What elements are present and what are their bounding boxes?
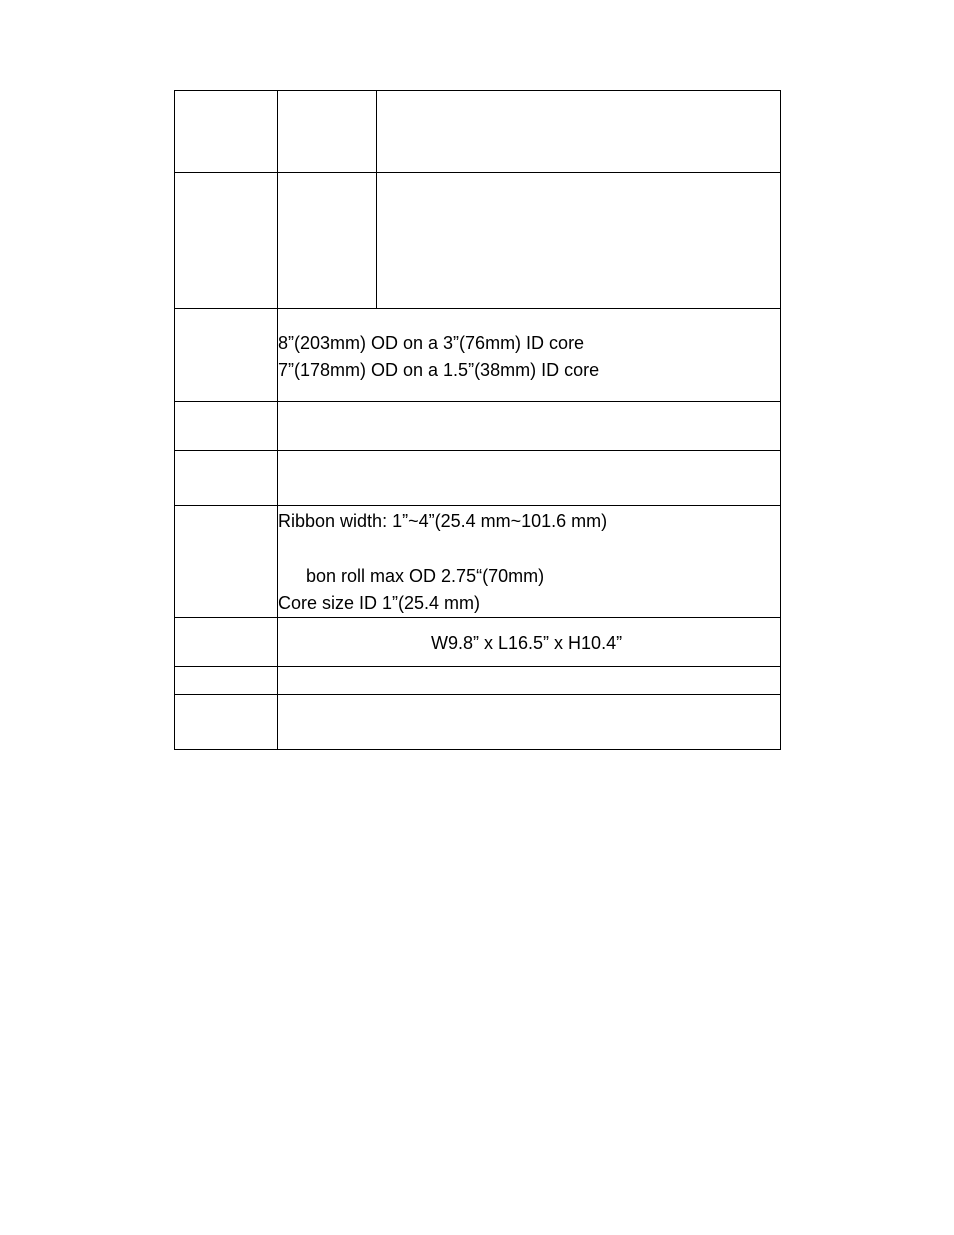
row-value-cell (278, 695, 781, 750)
row-value-cell (278, 667, 781, 695)
row-label-cell (175, 91, 278, 173)
table-row (175, 402, 781, 451)
ribbon-roll-od-line: bon roll max OD 2.75“(70mm) (306, 566, 545, 586)
row-label-cell (175, 667, 278, 695)
row-label-cell (175, 506, 278, 618)
row-label-cell (175, 402, 278, 451)
dimensions-cell (278, 618, 781, 667)
row-label-cell (175, 173, 278, 309)
row-label-cell (175, 695, 278, 750)
row-value-cell (377, 173, 781, 309)
table-row (175, 91, 781, 173)
dimensions-value: W9.8” x L16.5” x H10.4” (431, 633, 623, 653)
ribbon-width-line: Ribbon width: 1”~4”(25.4 mm~101.6 mm) (278, 511, 608, 531)
specification-table (174, 90, 781, 750)
table-row (175, 506, 781, 618)
table-row (175, 695, 781, 750)
row-value-cell (278, 451, 781, 506)
row-value-cell (377, 91, 781, 173)
row-label-cell (175, 451, 278, 506)
row-sublabel-cell (278, 173, 377, 309)
ribbon-lines (278, 506, 780, 617)
ribbon-core-line: Core size ID 1”(25.4 mm) (278, 593, 481, 613)
row-sublabel-cell (278, 91, 377, 173)
table-row (175, 618, 781, 667)
table-row (175, 173, 781, 309)
table-row (175, 309, 781, 402)
media-roll-line-3in-core: 8”(203mm) OD on a 3”(76mm) ID core (278, 333, 585, 353)
table-row (175, 667, 781, 695)
media-roll-lines (278, 309, 780, 384)
ribbon-blank-line (278, 535, 780, 563)
row-value-cell (278, 402, 781, 451)
media-roll-cell (278, 309, 781, 402)
ribbon-cell (278, 506, 781, 618)
table-row (175, 451, 781, 506)
row-label-cell (175, 309, 278, 402)
media-roll-line-1-5in-core: 7”(178mm) OD on a 1.5”(38mm) ID core (278, 360, 600, 380)
row-label-cell (175, 618, 278, 667)
